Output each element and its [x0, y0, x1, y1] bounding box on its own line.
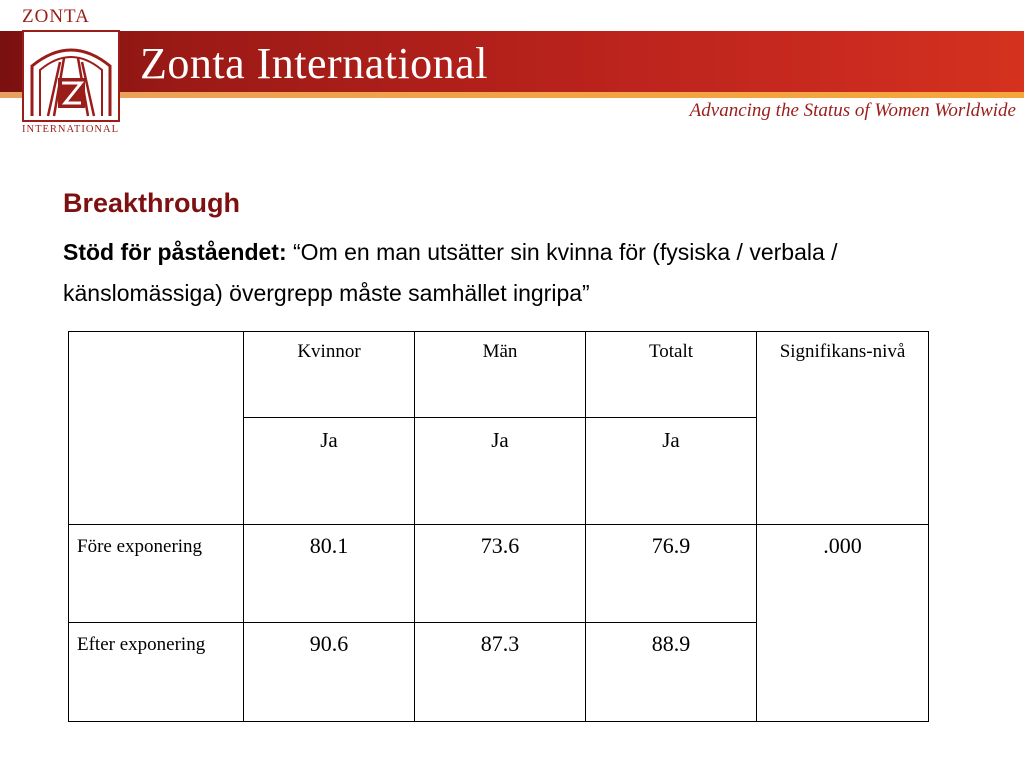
zonta-logo-icon	[22, 30, 120, 122]
value-cell: 73.6	[415, 525, 586, 623]
zonta-emblem-icon	[24, 32, 118, 120]
table-corner-cell	[69, 332, 244, 525]
column-header-man: Män	[415, 332, 586, 418]
slide-heading: Breakthrough	[63, 188, 241, 218]
tagline: Advancing the Status of Women Worldwide	[689, 100, 1016, 121]
row-label-text: Före exponering	[77, 536, 203, 557]
value-cell: 76.9	[586, 525, 757, 623]
sub-header-ja: Ja	[244, 418, 415, 525]
column-header-totalt: Totalt	[586, 332, 757, 418]
table-row	[69, 525, 929, 623]
sub-header-ja: Ja	[586, 418, 757, 525]
statement-lead: Stöd för påståendet:	[63, 239, 287, 265]
column-header-kvinnor: Kvinnor	[244, 332, 415, 418]
statement-text: “Om en man utsätter sin kvinna för (fysiska / verbala / känslomässiga) övergrepp måste samhället ingripa”	[63, 239, 838, 306]
row-label-text: Efter exponering	[77, 634, 206, 655]
statement	[63, 232, 963, 314]
logo-bottom-text: INTERNATIONAL	[22, 124, 119, 135]
value-cell: 90.6	[244, 623, 415, 722]
sub-header-ja: Ja	[415, 418, 586, 525]
column-header-significance	[757, 332, 929, 525]
row-label-efter	[69, 623, 244, 722]
logo-top-text: ZONTA	[22, 6, 90, 27]
significance-header-text: Signifikans-nivå	[779, 341, 906, 362]
value-cell: 88.9	[586, 623, 757, 722]
value-cell: 87.3	[415, 623, 586, 722]
results-table	[68, 331, 929, 722]
value-cell: 80.1	[244, 525, 415, 623]
banner-title: Zonta International	[140, 39, 488, 88]
significance-value-cell: .000	[757, 525, 929, 722]
row-label-fore	[69, 525, 244, 623]
